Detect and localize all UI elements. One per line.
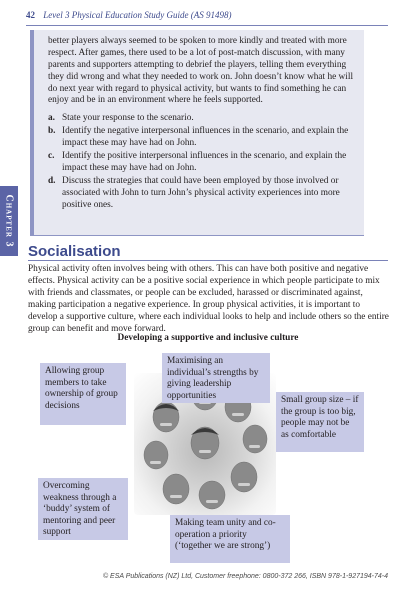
section-rule xyxy=(28,260,388,261)
question-text: Identify the positive interpersonal influences in the scenario, and explain the impact these may have had on John. xyxy=(62,151,347,173)
question-a xyxy=(48,113,356,125)
question-letter: b. xyxy=(48,126,56,137)
chapter-tab xyxy=(0,186,18,256)
question-letter: c. xyxy=(48,151,55,162)
culture-box-ownership: Allowing group members to take ownership of group decisions xyxy=(40,363,126,425)
culture-box-team-unity: Making team unity and co-operation a priority (‘together we are strong’) xyxy=(170,515,290,563)
question-text: State your response to the scenario. xyxy=(62,113,194,124)
question-d xyxy=(48,176,356,212)
question-text: Discuss the strategies that could have been employed by those involved or associated with John to turn John’s physical activity experiences into more positive ones. xyxy=(62,175,340,210)
diagram-title: Developing a supportive and inclusive culture xyxy=(117,333,299,343)
chapter-tab-label: Chapter 3 xyxy=(3,194,15,248)
culture-box-buddy-system: Overcoming weakness through a ‘buddy’ system of mentoring and peer support xyxy=(38,478,128,540)
header-rule xyxy=(26,25,388,26)
culture-box-group-size: Small group size – if the group is too big, people may not be as comfortable xyxy=(276,392,364,452)
question-text: Identify the negative interpersonal influences in the scenario, and explain the impact these may have had on John. xyxy=(62,126,349,149)
scenario-text: better players always seemed to be spoken to more kindly and treated with more respect. After games, there used to be a lot of post-match discussion, with many parents and supporters attempting to debrief the players, telling them everything they did wrong and what they needed to work on. John doesn’t know what he will do next year with regard to physical activity, but wants to find something he can enjoy and be in an environment where he feels supported. xyxy=(48,36,354,106)
scenario-box xyxy=(30,30,364,236)
section-title: Socialisation xyxy=(28,243,121,260)
footer-copyright: © ESA Publications (NZ) Ltd, Customer freephone: 0800-372 266, ISBN 978-1-927194-74-4 xyxy=(102,573,388,580)
book-title: Level 3 Physical Education Study Guide (AS 91498) xyxy=(43,10,232,20)
question-b xyxy=(48,126,356,150)
page-number: 42 xyxy=(26,10,35,20)
running-header xyxy=(26,10,231,20)
question-letter: d. xyxy=(48,175,56,186)
question-letter: a. xyxy=(48,113,55,124)
question-c xyxy=(48,151,356,175)
culture-box-leadership: Maximising an individual’s strengths by giving leadership opportunities xyxy=(162,353,270,403)
section-intro: Physical activity often involves being with others. This can have both positive and negative effects. Physical activity can be a positive social experience in which people participate to mix with friends and classmates, or people can be excluded, harassed or discriminated against, making participation a negative experience. In group physical activities, it is important to develop a supportive culture, where each individual looks to help and include others so the entire group can benefit and move forward. xyxy=(28,264,389,335)
